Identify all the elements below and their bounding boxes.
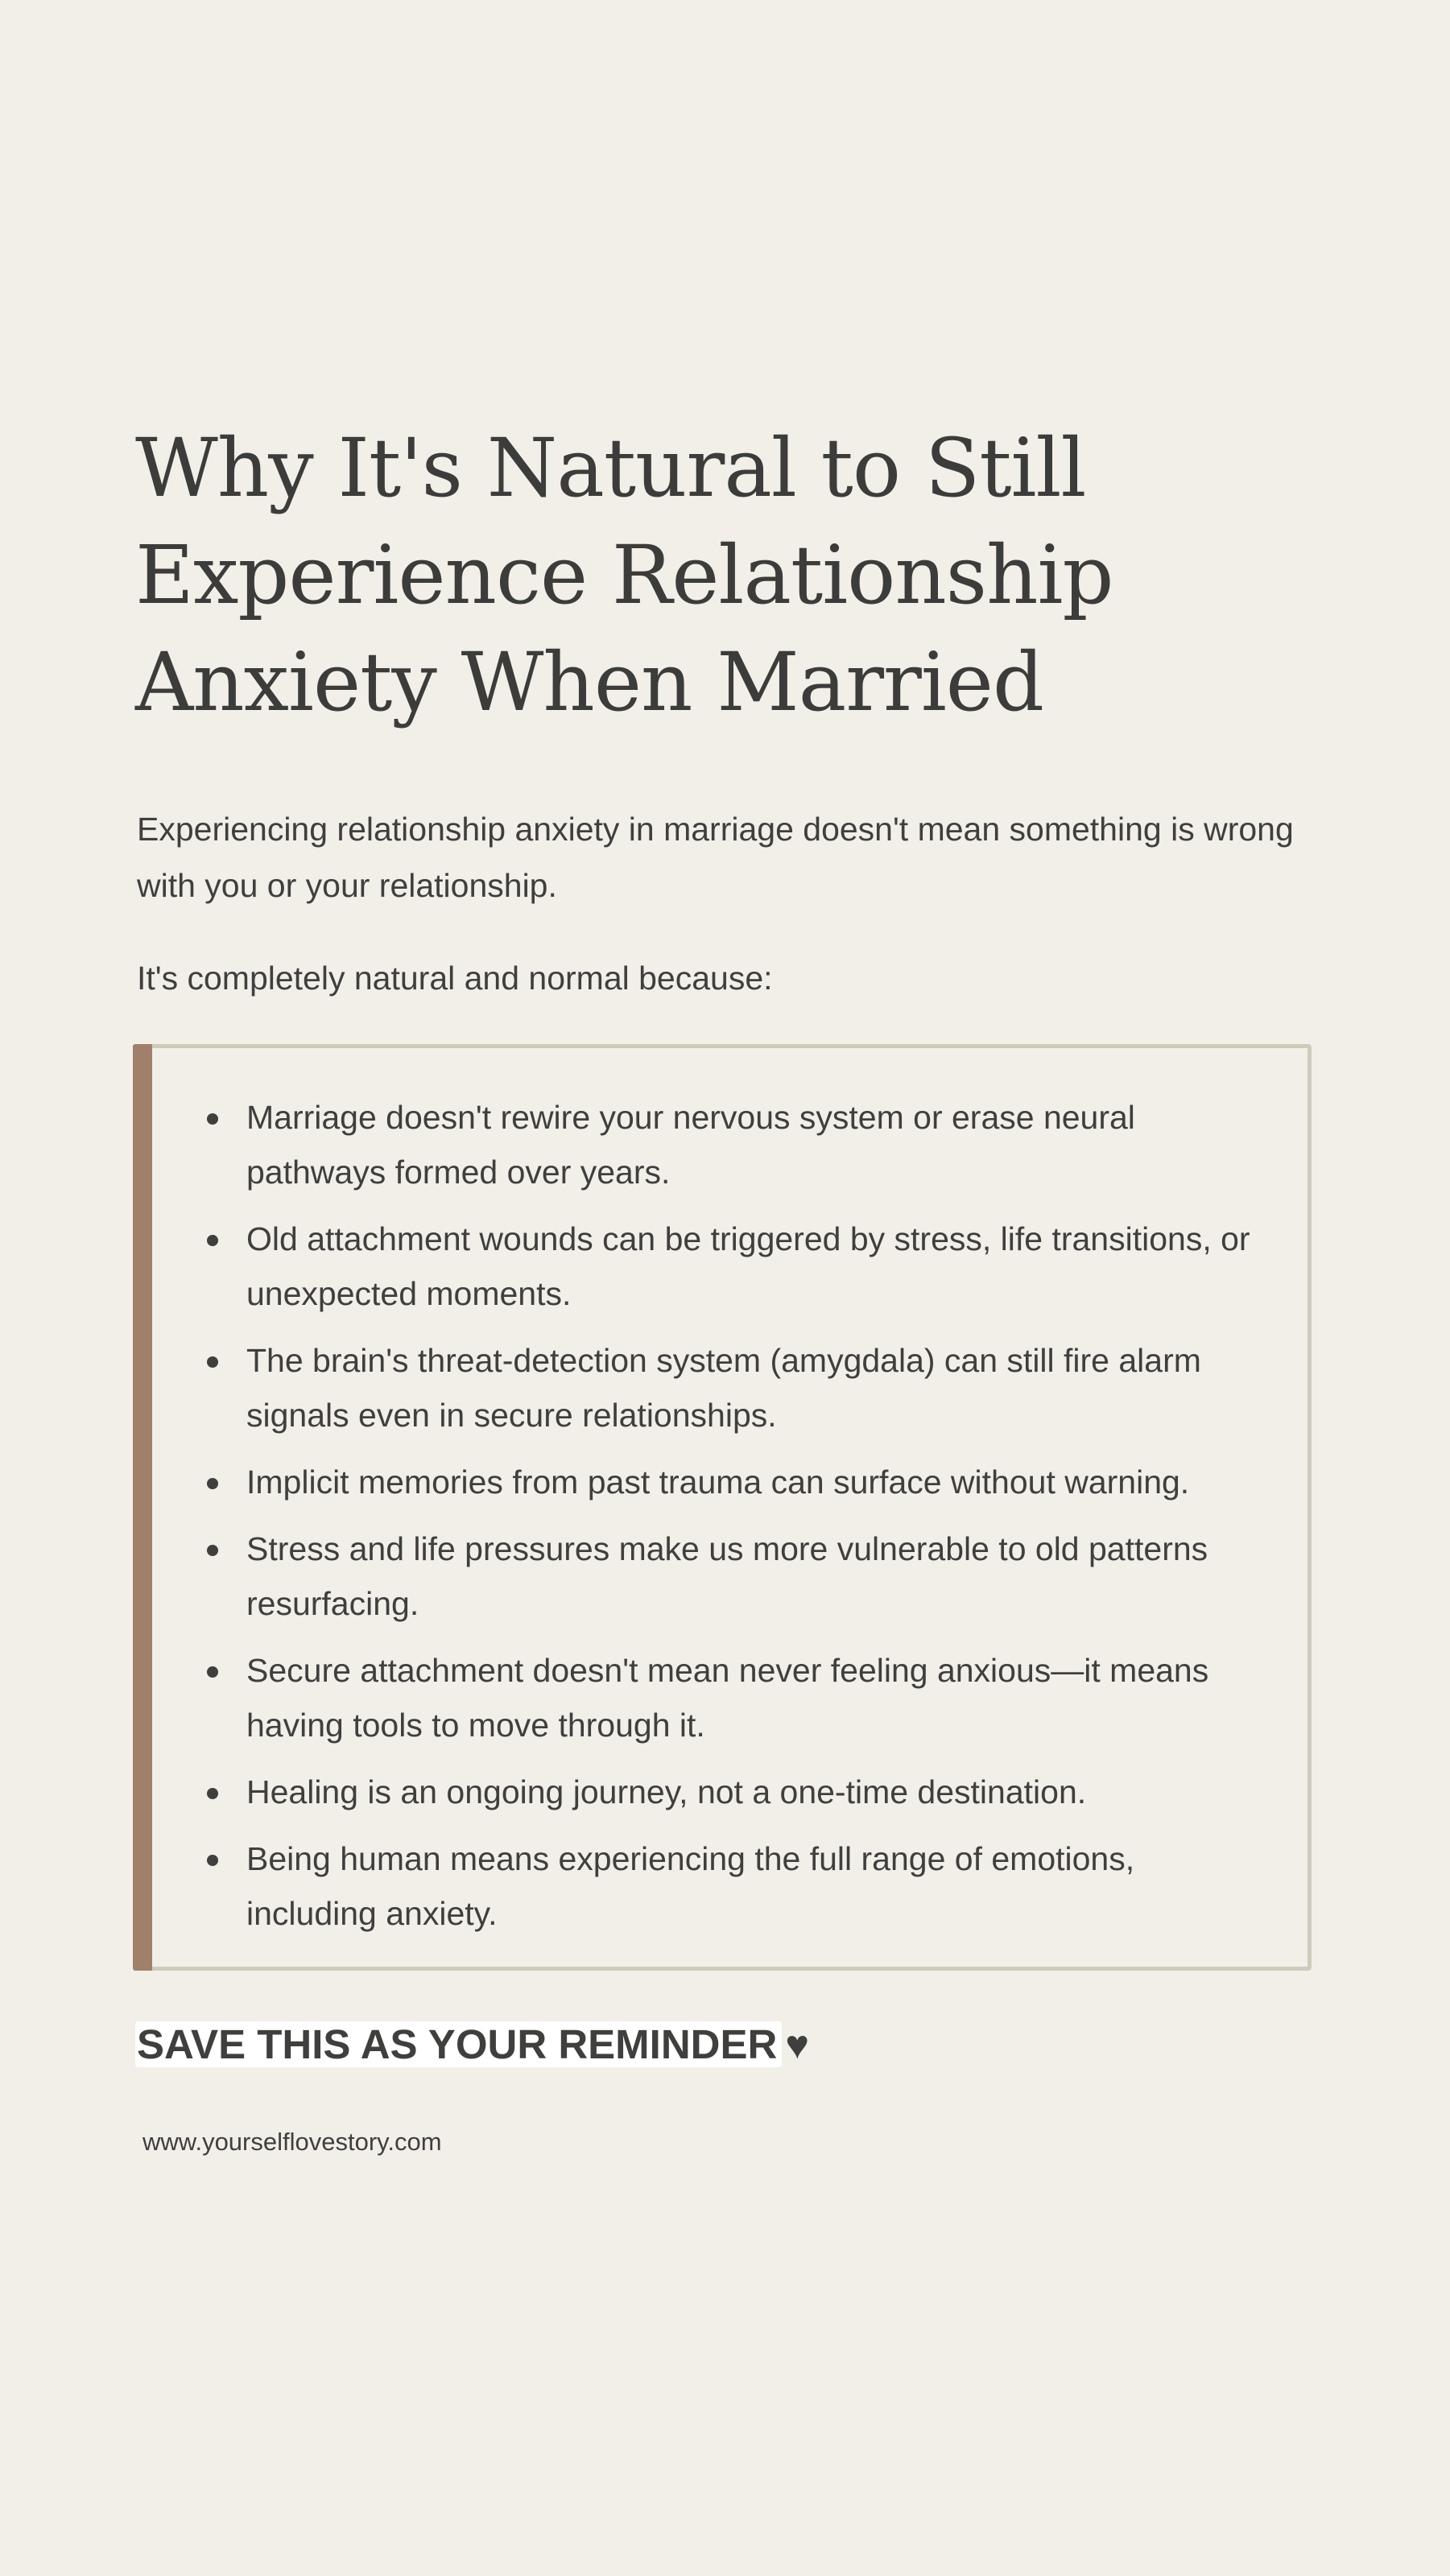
bullet-icon (207, 1113, 218, 1125)
list-item-text: Stress and life pressures make us more vulnerable to old patterns resurfacing. (246, 1530, 1208, 1622)
list-item-text: Being human means experiencing the full range of emotions, including anxiety. (246, 1840, 1135, 1932)
black-heart-icon: ♥ (785, 2022, 810, 2067)
bullet-icon (207, 1478, 218, 1489)
list-item-text: Marriage doesn't rewire your nervous system or erase neural pathways formed over years. (246, 1099, 1135, 1191)
title-line: Anxiety When Married (135, 635, 1043, 729)
intro-paragraph: Experiencing relationship anxiety in marriage doesn't mean something is wrong with you or your relationship. (137, 811, 1294, 904)
lead-paragraph: It's completely natural and normal because: (137, 960, 773, 997)
page-title (135, 415, 1343, 736)
bullet-icon (207, 1788, 218, 1799)
list-item-text: Old attachment wounds can be triggered by stress, life transitions, or unexpected moments. (246, 1220, 1250, 1312)
list-item (207, 1090, 1270, 1199)
title-line: Experience Relationship (135, 528, 1113, 622)
list-item (207, 1333, 1270, 1443)
list-item-text: Secure attachment doesn't mean never feeling anxious—it means having tools to move through it. (246, 1652, 1209, 1744)
bullet-icon (207, 1235, 218, 1246)
reasons-box (133, 1044, 1312, 1971)
bullet-icon (207, 1356, 218, 1368)
list-item-text: Healing is an ongoing journey, not a one-time destination. (246, 1773, 1087, 1810)
list-item (207, 1455, 1270, 1509)
save-reminder (135, 2019, 809, 2070)
list-item-text: Implicit memories from past trauma can surface without warning. (246, 1463, 1190, 1501)
accent-bar (133, 1044, 152, 1971)
reasons-list (207, 1090, 1270, 1953)
save-reminder-text: SAVE THIS AS YOUR REMINDER (135, 2021, 782, 2067)
website-url: www.yourselflovestory.com (143, 2128, 442, 2156)
title-line: Why It's Natural to Still (135, 421, 1086, 515)
bullet-icon (207, 1545, 218, 1556)
list-item (207, 1765, 1270, 1819)
list-item (207, 1212, 1270, 1321)
bullet-icon (207, 1666, 218, 1678)
list-item (207, 1643, 1270, 1752)
bullet-icon (207, 1855, 218, 1866)
list-item (207, 1521, 1270, 1631)
list-item-text: The brain's threat-detection system (amygdala) can still fire alarm signals even in secure relationships. (246, 1342, 1201, 1434)
list-item (207, 1831, 1270, 1941)
